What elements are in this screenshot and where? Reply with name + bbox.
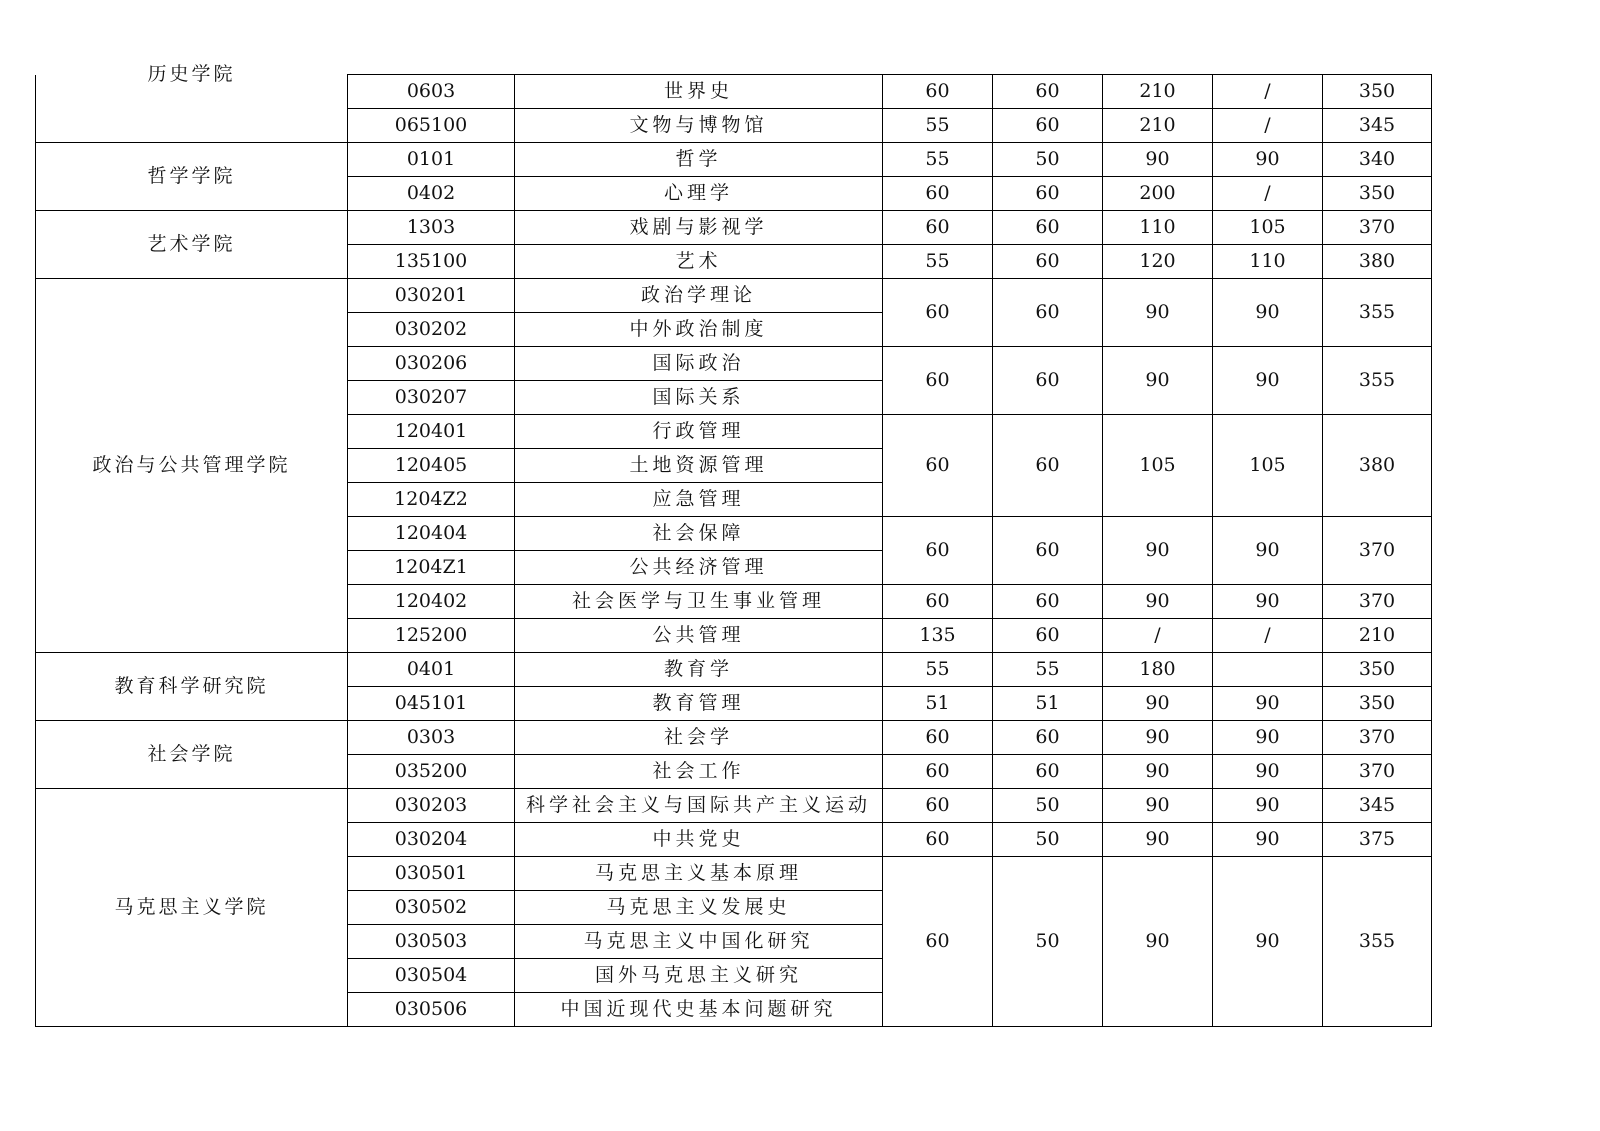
score-cell: 60 <box>993 517 1103 585</box>
college-name <box>36 653 348 721</box>
major-code: 1303 <box>348 211 515 245</box>
score-cell: 90 <box>1213 347 1323 415</box>
score-cell: 60 <box>993 415 1103 517</box>
table-row <box>36 789 1432 823</box>
score-cell: / <box>1213 619 1323 653</box>
score-cell: 55 <box>883 653 993 687</box>
score-cell: 55 <box>883 245 993 279</box>
major-code: 045101 <box>348 687 515 721</box>
score-cell: 90 <box>1103 755 1213 789</box>
score-cell: 50 <box>993 143 1103 177</box>
score-cell: 90 <box>1213 585 1323 619</box>
major-name: 世界史 <box>515 75 883 109</box>
score-cell: 370 <box>1323 585 1432 619</box>
college-name <box>36 211 348 279</box>
table-row <box>36 143 1432 177</box>
score-cell: 60 <box>883 75 993 109</box>
score-cell: 105 <box>1213 415 1323 517</box>
major-code: 030206 <box>348 347 515 381</box>
major-name: 国外马克思主义研究 <box>515 959 883 993</box>
score-cell: 90 <box>1103 585 1213 619</box>
score-cell: 105 <box>1213 211 1323 245</box>
major-code: 120405 <box>348 449 515 483</box>
score-cell: 90 <box>1103 789 1213 823</box>
major-name: 心理学 <box>515 177 883 211</box>
score-cell: 90 <box>1213 279 1323 347</box>
score-cell: 350 <box>1323 687 1432 721</box>
score-cell: / <box>1213 109 1323 143</box>
score-cell: 135 <box>883 619 993 653</box>
major-name: 教育管理 <box>515 687 883 721</box>
college-name-text: 教育科学研究院 <box>114 675 269 697</box>
score-cell: 180 <box>1103 653 1213 687</box>
score-cell: 60 <box>883 823 993 857</box>
score-cell: 90 <box>1213 143 1323 177</box>
score-cell: / <box>1213 177 1323 211</box>
major-name: 中国近现代史基本问题研究 <box>515 993 883 1027</box>
major-name: 社会保障 <box>515 517 883 551</box>
major-name: 行政管理 <box>515 415 883 449</box>
college-name <box>36 721 348 789</box>
score-cell: 60 <box>993 211 1103 245</box>
major-code: 030502 <box>348 891 515 925</box>
score-cell: 380 <box>1323 415 1432 517</box>
major-code: 030202 <box>348 313 515 347</box>
college-name-text: 马克思主义学院 <box>114 896 269 918</box>
score-cell: 90 <box>1103 721 1213 755</box>
score-cell: 345 <box>1323 789 1432 823</box>
score-cell: 105 <box>1103 415 1213 517</box>
score-cell: 60 <box>993 245 1103 279</box>
college-name <box>36 279 348 653</box>
college-name <box>36 143 348 211</box>
score-cell: 50 <box>993 823 1103 857</box>
major-name: 土地资源管理 <box>515 449 883 483</box>
score-cell: 60 <box>993 109 1103 143</box>
major-code: 0401 <box>348 653 515 687</box>
score-cell: 60 <box>883 211 993 245</box>
major-code: 135100 <box>348 245 515 279</box>
score-cell: 60 <box>883 789 993 823</box>
major-name: 哲学 <box>515 143 883 177</box>
score-cell: 370 <box>1323 755 1432 789</box>
college-name-text: 政治与公共管理学院 <box>92 454 291 476</box>
score-cell: 355 <box>1323 347 1432 415</box>
score-cell: / <box>1103 619 1213 653</box>
score-cell: 90 <box>1103 857 1213 1027</box>
score-cell: 350 <box>1323 177 1432 211</box>
major-code: 035200 <box>348 755 515 789</box>
major-name: 戏剧与影视学 <box>515 211 883 245</box>
score-cell: 370 <box>1323 211 1432 245</box>
major-code: 030203 <box>348 789 515 823</box>
major-name: 应急管理 <box>515 483 883 517</box>
major-code: 030503 <box>348 925 515 959</box>
score-cell: 60 <box>883 177 993 211</box>
table-row <box>36 653 1432 687</box>
score-cell: 90 <box>1213 517 1323 585</box>
major-name: 社会工作 <box>515 755 883 789</box>
table-row <box>36 279 1432 313</box>
score-cell: 60 <box>993 279 1103 347</box>
major-code: 1204Z1 <box>348 551 515 585</box>
score-cell: 60 <box>883 279 993 347</box>
score-cell: 355 <box>1323 857 1432 1027</box>
score-cell: 60 <box>993 75 1103 109</box>
college-name <box>36 789 348 1027</box>
major-name: 马克思主义基本原理 <box>515 857 883 891</box>
score-cell: 90 <box>1103 347 1213 415</box>
score-cell: 60 <box>993 585 1103 619</box>
major-name: 公共经济管理 <box>515 551 883 585</box>
score-cell: 200 <box>1103 177 1213 211</box>
major-code: 065100 <box>348 109 515 143</box>
major-name: 教育学 <box>515 653 883 687</box>
score-cell: 90 <box>1213 823 1323 857</box>
college-name-text: 艺术学院 <box>147 233 236 255</box>
score-cell: 350 <box>1323 75 1432 109</box>
major-code: 030207 <box>348 381 515 415</box>
score-cell: 60 <box>883 857 993 1027</box>
score-cell: 55 <box>883 109 993 143</box>
score-cell: 60 <box>883 517 993 585</box>
table-row <box>36 75 1432 109</box>
major-name: 艺术 <box>515 245 883 279</box>
major-name: 国际关系 <box>515 381 883 415</box>
score-cell: 90 <box>1103 823 1213 857</box>
score-cell <box>1213 653 1323 687</box>
score-cell: 375 <box>1323 823 1432 857</box>
score-cell: 90 <box>1213 755 1323 789</box>
major-name: 中共党史 <box>515 823 883 857</box>
major-code: 030501 <box>348 857 515 891</box>
major-name: 文物与博物馆 <box>515 109 883 143</box>
score-cell: 60 <box>993 755 1103 789</box>
score-cell: 60 <box>883 585 993 619</box>
score-cell: 110 <box>1213 245 1323 279</box>
major-code: 125200 <box>348 619 515 653</box>
score-cell: 60 <box>883 415 993 517</box>
score-cell: 120 <box>1103 245 1213 279</box>
major-code: 030201 <box>348 279 515 313</box>
score-cell: 350 <box>1323 653 1432 687</box>
major-name: 公共管理 <box>515 619 883 653</box>
score-cell: 110 <box>1103 211 1213 245</box>
score-cell: 51 <box>993 687 1103 721</box>
score-cell: 345 <box>1323 109 1432 143</box>
score-cell: 60 <box>993 347 1103 415</box>
score-cell: 90 <box>1103 143 1213 177</box>
college-name-text: 哲学学院 <box>147 165 236 187</box>
major-code: 0101 <box>348 143 515 177</box>
major-code: 030506 <box>348 993 515 1027</box>
table-row <box>36 721 1432 755</box>
score-cell: 90 <box>1103 279 1213 347</box>
score-cell: 380 <box>1323 245 1432 279</box>
college-name-text: 历史学院 <box>147 62 236 85</box>
major-code: 0603 <box>348 75 515 109</box>
major-code: 030504 <box>348 959 515 993</box>
score-cell: 51 <box>883 687 993 721</box>
score-cell: 370 <box>1323 517 1432 585</box>
major-code: 1204Z2 <box>348 483 515 517</box>
major-name: 政治学理论 <box>515 279 883 313</box>
score-cell: 210 <box>1323 619 1432 653</box>
score-cell: 90 <box>1103 687 1213 721</box>
score-cell: / <box>1213 75 1323 109</box>
table-body <box>36 62 1432 1027</box>
major-code: 120401 <box>348 415 515 449</box>
major-name: 马克思主义中国化研究 <box>515 925 883 959</box>
major-name: 科学社会主义与国际共产主义运动 <box>515 789 883 823</box>
major-name: 国际政治 <box>515 347 883 381</box>
score-cell: 90 <box>1213 721 1323 755</box>
major-code: 120402 <box>348 585 515 619</box>
score-cell: 210 <box>1103 109 1213 143</box>
score-cell: 90 <box>1213 789 1323 823</box>
score-cell: 90 <box>1213 687 1323 721</box>
major-name: 社会医学与卫生事业管理 <box>515 585 883 619</box>
score-cell: 60 <box>883 347 993 415</box>
major-name: 中外政治制度 <box>515 313 883 347</box>
score-cell: 355 <box>1323 279 1432 347</box>
score-cell: 60 <box>993 721 1103 755</box>
major-code: 0402 <box>348 177 515 211</box>
major-name: 马克思主义发展史 <box>515 891 883 925</box>
score-cell: 90 <box>1213 857 1323 1027</box>
college-name <box>36 62 348 143</box>
major-name: 社会学 <box>515 721 883 755</box>
score-cell: 340 <box>1323 143 1432 177</box>
score-cell: 60 <box>993 177 1103 211</box>
score-cell: 50 <box>993 857 1103 1027</box>
score-cell: 90 <box>1103 517 1213 585</box>
table-row <box>36 211 1432 245</box>
score-table <box>35 62 1432 1027</box>
score-cell: 60 <box>993 619 1103 653</box>
score-cell: 60 <box>883 755 993 789</box>
score-cell: 370 <box>1323 721 1432 755</box>
major-code: 120404 <box>348 517 515 551</box>
score-cell: 50 <box>993 789 1103 823</box>
major-code: 030204 <box>348 823 515 857</box>
score-cell: 55 <box>883 143 993 177</box>
score-cell: 60 <box>883 721 993 755</box>
college-name-text: 社会学院 <box>147 743 236 765</box>
major-code: 0303 <box>348 721 515 755</box>
score-cell: 210 <box>1103 75 1213 109</box>
score-cell: 55 <box>993 653 1103 687</box>
